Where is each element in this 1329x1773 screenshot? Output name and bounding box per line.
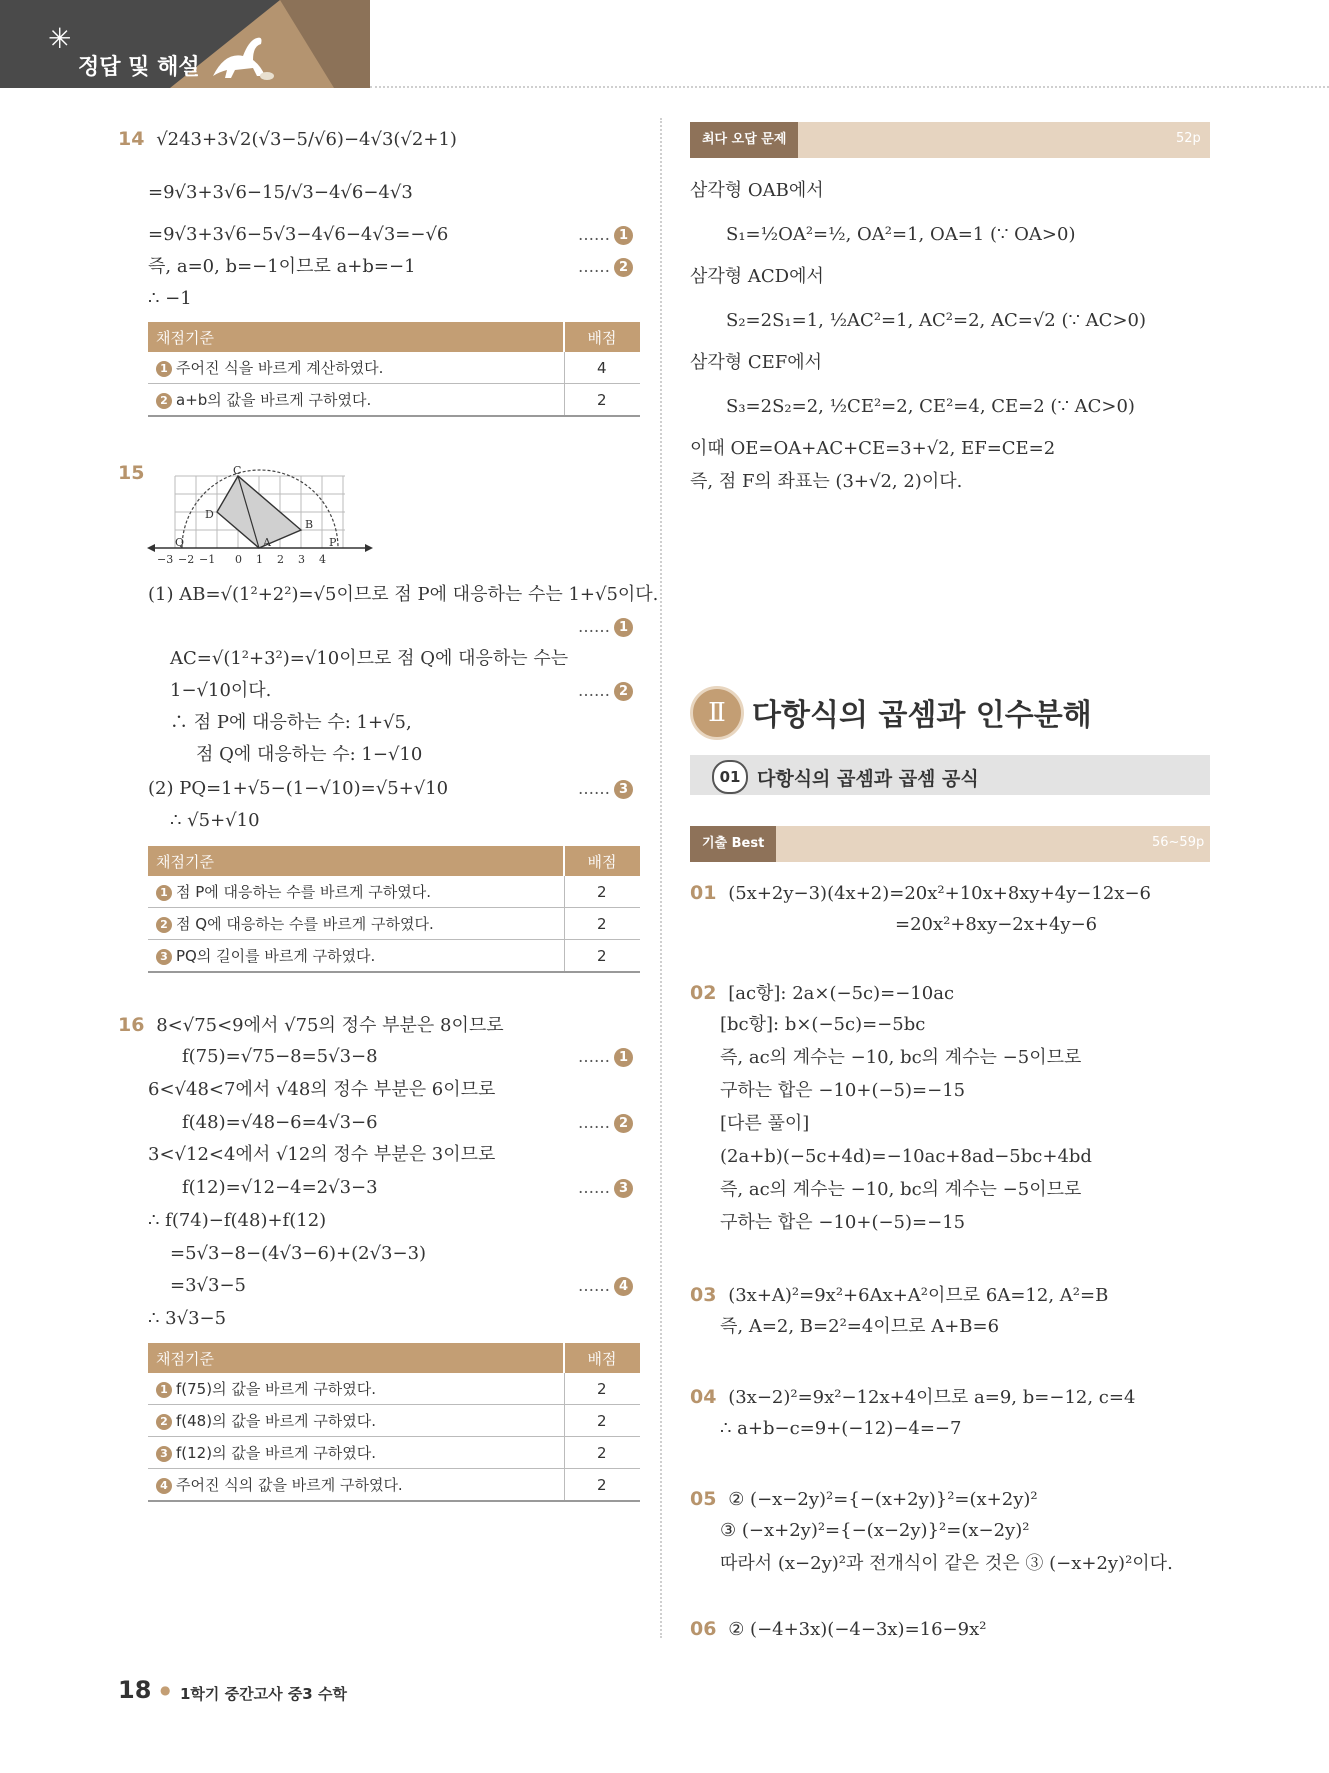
table-row <box>148 1405 640 1437</box>
tick-label: 2 <box>277 553 284 566</box>
tick-label: −2 <box>178 553 195 566</box>
dots: …… <box>578 1178 610 1197</box>
step-badge: 1 <box>156 1382 172 1398</box>
criteria-text: 주어진 식의 값을 바르게 구하였다. <box>176 1476 403 1494</box>
column-divider <box>660 118 662 1638</box>
math-line: (3x+A)²=9x²+6Ax+A²이므로 6A=12, A²=B <box>728 1285 1109 1306</box>
points-cell: 2 <box>564 384 640 417</box>
criteria-text: 주어진 식을 바르게 계산하였다. <box>176 359 384 377</box>
step-badge: 1 <box>156 361 172 377</box>
points-cell: 2 <box>564 908 640 940</box>
header-points: 배점 <box>564 1343 640 1373</box>
criteria-cell <box>148 1469 564 1502</box>
problem-number: 01 <box>690 882 717 904</box>
answer-04 <box>690 1384 1135 1411</box>
table-row <box>148 384 640 417</box>
math-line: ② (−x−2y)²={−(x+2y)}²=(x+2y)² <box>728 1489 1038 1510</box>
step-marker <box>578 681 633 701</box>
header-dotted-rule <box>370 86 1329 88</box>
tick-label: 1 <box>256 553 263 566</box>
math-line: (3x−2)²=9x²−12x+4이므로 a=9, b=−12, c=4 <box>728 1387 1136 1408</box>
step-marker <box>578 617 633 637</box>
label-P: P <box>329 536 337 549</box>
label-D: D <box>205 508 214 521</box>
problem-number: 05 <box>690 1488 717 1510</box>
label-A: A <box>263 536 271 549</box>
page-header <box>0 0 1329 88</box>
step-badge: 1 <box>614 618 633 637</box>
criteria-text: f(12)의 값을 바르게 구하였다. <box>176 1444 377 1462</box>
chapter-icon: Ⅱ <box>690 686 744 740</box>
problem-number: 14 <box>118 128 145 150</box>
criteria-cell <box>148 908 564 940</box>
table-row <box>148 876 640 908</box>
text-line: 구하는 합은 −10+(−5)=−15 <box>720 1212 966 1233</box>
step-marker <box>578 1276 633 1296</box>
criteria-cell <box>148 1405 564 1437</box>
tick-label: 4 <box>319 553 326 566</box>
answer-01 <box>690 880 1151 907</box>
tick-label: 3 <box>298 553 305 566</box>
criteria-cell <box>148 940 564 973</box>
criteria-cell <box>148 1437 564 1469</box>
math-line: =20x²+8xy−2x+4y−6 <box>895 914 1098 935</box>
step-marker <box>578 1113 633 1133</box>
math-line: f(75)=√75−8=5√3−8 <box>182 1046 378 1067</box>
math-line: =9√3+3√6−5√3−4√6−4√3=−√6 <box>148 224 449 245</box>
table-row <box>148 1437 640 1469</box>
header-criteria: 채점기준 <box>148 846 564 876</box>
label-C: C <box>233 466 242 477</box>
tag-label: 최다 오답 문제 <box>690 122 798 158</box>
footer-bullet: ● <box>160 1683 171 1697</box>
math-line: 이때 OE=OA+AC+CE=3+√2, EF=CE=2 <box>690 438 1056 459</box>
math-line: AC=√(1²+3²)=√10이므로 점 Q에 대응하는 수는 <box>170 648 569 669</box>
table-row <box>148 940 640 973</box>
section-title: 다항식의 곱셈과 곱셈 공식 <box>757 768 979 790</box>
label-Q: Q <box>175 536 185 549</box>
step-marker <box>578 257 633 277</box>
math-line: =3√3−5 <box>170 1275 246 1296</box>
scoring-table <box>148 322 640 417</box>
tag-page-ref: 52p <box>1176 131 1201 146</box>
text-line: 삼각형 ACD에서 <box>690 266 824 287</box>
number-line-figure <box>145 466 375 576</box>
criteria-text: a+b의 값을 바르게 구하였다. <box>176 391 372 409</box>
step-badge: 3 <box>156 1446 172 1462</box>
points-cell: 2 <box>564 940 640 973</box>
math-line: ∴ 점 P에 대응하는 수: 1+√5, <box>170 712 412 733</box>
math-line: f(48)=√48−6=4√3−6 <box>182 1112 378 1133</box>
math-line: [bc항]: b×(−5c)=−5bc <box>720 1014 926 1035</box>
math-line: (2) PQ=1+√5−(1−√10)=√5+√10 <box>148 778 449 799</box>
problem-14 <box>118 126 457 153</box>
page-number: 18 <box>118 1676 152 1704</box>
math-line: [ac항]: 2a×(−5c)=−10ac <box>728 983 955 1004</box>
math-line: 점 Q에 대응하는 수: 1−√10 <box>196 744 423 765</box>
points-cell: 2 <box>564 1437 640 1469</box>
points-cell: 2 <box>564 1469 640 1502</box>
criteria-text: 점 Q에 대응하는 수를 바르게 구하였다. <box>176 915 434 933</box>
header-criteria: 채점기준 <box>148 322 564 352</box>
problem-number: 04 <box>690 1386 717 1408</box>
step-badge: 3 <box>614 780 633 799</box>
text-line: 따라서 (x−2y)²과 전개식이 같은 것은 ③ (−x+2y)²이다. <box>720 1553 1173 1574</box>
step-badge: 2 <box>614 682 633 701</box>
problem-16 <box>118 1012 504 1039</box>
answer-02 <box>690 980 954 1007</box>
math-line: =9√3+3√6−15/√3−4√6−4√3 <box>148 182 413 203</box>
criteria-cell <box>148 352 564 384</box>
step-marker <box>578 1178 633 1198</box>
step-badge: 3 <box>614 1179 633 1198</box>
chapter-title: 다항식의 곱셈과 인수분해 <box>752 698 1092 733</box>
table-row <box>148 1469 640 1502</box>
table-header <box>148 1343 640 1373</box>
math-line: 즉, a=0, b=−1이므로 a+b=−1 <box>148 256 416 277</box>
text-line: 즉, ac의 계수는 −10, bc의 계수는 −5이므로 <box>720 1179 1082 1200</box>
math-line: 8<√75<9에서 √75의 정수 부분은 8이므로 <box>156 1015 504 1036</box>
scoring-table <box>148 846 640 973</box>
math-line: S₃=2S₂=2, ½CE²=2, CE²=4, CE=2 (∵ AC>0) <box>726 396 1135 417</box>
math-line: ∴ f(74)−f(48)+f(12) <box>148 1210 327 1231</box>
dots: …… <box>578 225 610 244</box>
points-cell: 2 <box>564 1405 640 1437</box>
problem-number: 06 <box>690 1618 717 1640</box>
step-marker <box>578 1047 633 1067</box>
header-title: 정답 및 해설 <box>78 55 200 80</box>
criteria-text: f(48)의 값을 바르게 구하였다. <box>176 1412 377 1430</box>
table-header <box>148 322 640 352</box>
points-cell: 2 <box>564 1373 640 1405</box>
math-line: (1) AB=√(1²+2²)=√5이므로 점 P에 대응하는 수는 1+√5이다. <box>148 584 659 605</box>
table-row <box>148 1373 640 1405</box>
math-line: ∴ a+b−c=9+(−12)−4=−7 <box>720 1418 962 1439</box>
tick-label: −3 <box>157 553 174 566</box>
table-header <box>148 846 640 876</box>
text-line: 삼각형 OAB에서 <box>690 180 824 201</box>
points-cell: 4 <box>564 352 640 384</box>
math-line: 즉, A=2, B=2²=4이므로 A+B=6 <box>720 1316 1000 1337</box>
tag-label: 기출 Best <box>690 826 776 862</box>
answer-05 <box>690 1486 1038 1513</box>
step-badge: 2 <box>614 1114 633 1133</box>
header-points: 배점 <box>564 322 640 352</box>
text-line: 즉, 점 F의 좌표는 (3+√2, 2)이다. <box>690 471 963 492</box>
table-row <box>148 352 640 384</box>
header-criteria: 채점기준 <box>148 1343 564 1373</box>
math-line: (5x+2y−3)(4x+2)=20x²+10x+8xy+4y−12x−6 <box>728 883 1151 904</box>
palm-tree-icon: ✳ <box>48 22 72 55</box>
step-badge: 3 <box>156 949 172 965</box>
step-badge: 1 <box>614 226 633 245</box>
dots: …… <box>578 617 610 636</box>
math-line: S₂=2S₁=1, ½AC²=1, AC²=2, AC=√2 (∵ AC>0) <box>726 310 1147 331</box>
problem-15 <box>118 460 144 487</box>
step-badge: 1 <box>156 885 172 901</box>
criteria-text: f(75)의 값을 바르게 구하였다. <box>176 1380 377 1398</box>
math-line: 3<√12<4에서 √12의 정수 부분은 3이므로 <box>148 1144 496 1165</box>
dots: …… <box>578 257 610 276</box>
header-points: 배점 <box>564 846 640 876</box>
step-badge: 4 <box>156 1478 172 1494</box>
math-line: √243+3√2(√3−5/√6)−4√3(√2+1) <box>156 129 457 150</box>
problem-number: 15 <box>118 462 145 484</box>
criteria-text: 점 P에 대응하는 수를 바르게 구하였다. <box>176 883 432 901</box>
text-line: 구하는 합은 −10+(−5)=−15 <box>720 1080 966 1101</box>
step-badge: 2 <box>614 258 633 277</box>
criteria-text: PQ의 길이를 바르게 구하였다. <box>176 947 376 965</box>
step-badge: 2 <box>156 917 172 933</box>
step-badge: 1 <box>614 1048 633 1067</box>
math-line: ② (−4+3x)(−4−3x)=16−9x² <box>728 1619 987 1640</box>
math-line: 6<√48<7에서 √48의 정수 부분은 6이므로 <box>148 1079 496 1100</box>
problem-number: 16 <box>118 1014 145 1036</box>
math-line: ③ (−x+2y)²={−(x−2y)}²=(x−2y)² <box>720 1520 1030 1541</box>
section-number: 01 <box>712 760 748 794</box>
problem-number: 03 <box>690 1284 717 1306</box>
footer-book-title: 1학기 중간고사 중3 수학 <box>180 1685 347 1703</box>
math-line: ∴ 3√3−5 <box>148 1308 227 1329</box>
step-badge: 2 <box>156 1414 172 1430</box>
math-line: 1−√10이다. <box>170 680 272 701</box>
text-line: 삼각형 CEF에서 <box>690 352 823 373</box>
scoring-table <box>148 1343 640 1502</box>
dots: …… <box>578 681 610 700</box>
problem-number: 02 <box>690 982 717 1004</box>
text-line: [다른 풀이] <box>720 1113 810 1134</box>
math-line: f(12)=√12−4=2√3−3 <box>182 1177 378 1198</box>
step-marker <box>578 779 633 799</box>
math-line: (2a+b)(−5c+4d)=−10ac+8ad−5bc+4bd <box>720 1146 1092 1167</box>
label-B: B <box>305 518 314 531</box>
step-badge: 2 <box>156 393 172 409</box>
dots: …… <box>578 779 610 798</box>
step-marker <box>578 225 633 245</box>
answer-06 <box>690 1616 986 1643</box>
tag-page-ref: 56~59p <box>1152 835 1205 850</box>
dots: …… <box>578 1276 610 1295</box>
step-badge: 4 <box>614 1277 633 1296</box>
math-line: ∴ −1 <box>148 288 192 309</box>
dots: …… <box>578 1047 610 1066</box>
answer-03 <box>690 1282 1108 1309</box>
table-row <box>148 908 640 940</box>
criteria-cell <box>148 384 564 417</box>
dots: …… <box>578 1113 610 1132</box>
tick-label: 0 <box>235 553 242 566</box>
math-line: S₁=½OA²=½, OA²=1, OA=1 (∵ OA>0) <box>726 224 1076 245</box>
text-line: 즉, ac의 계수는 −10, bc의 계수는 −5이므로 <box>720 1047 1082 1068</box>
math-line: =5√3−8−(4√3−6)+(2√3−3) <box>170 1243 427 1264</box>
dinosaur-icon <box>205 32 275 82</box>
math-line: ∴ √5+√10 <box>170 810 260 831</box>
tick-label: −1 <box>199 553 216 566</box>
criteria-cell <box>148 876 564 908</box>
criteria-cell <box>148 1373 564 1405</box>
points-cell: 2 <box>564 876 640 908</box>
